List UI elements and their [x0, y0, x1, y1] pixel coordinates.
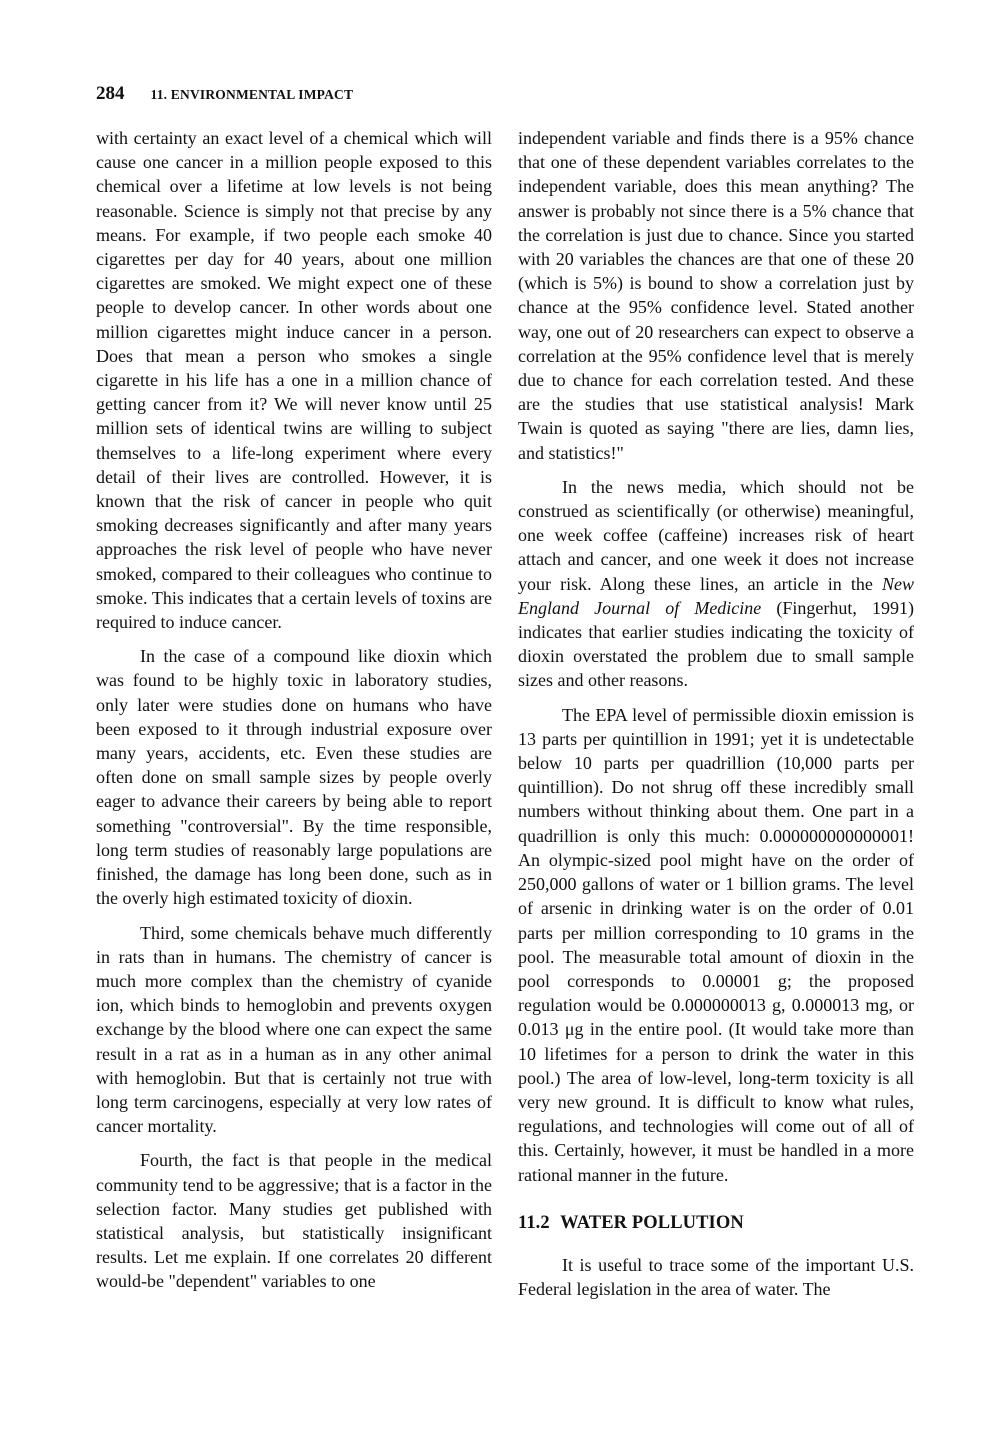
- section-title: WATER POLLUTION: [560, 1212, 744, 1233]
- section-heading: [518, 1211, 914, 1235]
- left-column: [96, 126, 492, 1294]
- paragraph-text: In the news media, which should not be construed as scientifically (or otherwise) meaningful, one week coffee (caffeine) increases risk of heart attach and cancer, and one week it does not increase your risk. Along these lines, an article in the: [518, 476, 914, 594]
- page-number: 284: [96, 83, 125, 104]
- page-header: [96, 83, 353, 105]
- running-head: 11. ENVIRONMENTAL IMPACT: [150, 87, 354, 102]
- paragraph: Fourth, the fact is that people in the medical community tend to be aggressive; that is a factor in the selection factor. Many studies get published with statistical analysis, but statistically insignificant results. Let me explain. If one correlates 20 different would-be "dependent" variables to one: [96, 1150, 492, 1292]
- paragraph: It is useful to trace some of the important U.S. Federal legislation in the area of water. The: [518, 1254, 914, 1300]
- paragraph: Third, some chemicals behave much differently in rats than in humans. The chemistry of cancer is much more complex than the chemistry of cyanide ion, which binds to hemoglobin and prevents oxygen exchange by the blood where one can expect the same result in a rat as in a human as in any other animal with hemoglobin. But that is certainly not true with long term carcinogens, especially at very low rates of cancer mortality.: [96, 922, 492, 1137]
- paragraph: independent variable and finds there is a 95% chance that one of these dependent variables correlates to the independent variable, does this mean anything? The answer is probably not since there is a 5% chance that the correlation is just due to chance. Since you started with 20 variables the chances are that one of these 20 (which is 5%) is bound to show a correlation just by chance at the 95% confidence level. Stated another way, one out of 20 researchers can expect to observe a correlation at the 95% confidence level that is merely due to chance for each correlation tested. And these are the studies that use statistical analysis! Mark Twain is quoted as saying "there are lies, damn lies, and statistics!": [518, 128, 914, 463]
- paragraph-text: (Fingerhut, 1991) indicates that earlier studies indicating the toxicity of dioxin overstated the problem due to small sample sizes and other reasons.: [518, 597, 914, 691]
- paragraph: with certainty an exact level of a chemical which will cause one cancer in a million people exposed to this chemical over a lifetime at low levels is not being reasonable. Science is simply not that precise by any means. For example, if two people each smoke 40 cigarettes per day for 40 years, about one million cigarettes are smoked. We might expect one of these people to develop cancer. In other words about one million cigarettes might induce cancer in a person. Does that mean a person who smokes a single cigarette in his life has a one in a million chance of getting cancer from it? We will never know until 25 million sets of identical twins are willing to subject themselves to a life-long experiment where every detail of their lives are controlled. However, it is known that the risk of cancer in people who quit smoking decreases significantly and after many years approaches the risk level of people who have never smoked, compared to their colleagues who continue to smoke. This indicates that a certain levels of toxins are required to induce cancer.: [96, 128, 492, 633]
- journal-title: New England Journal of Medicine: [518, 573, 914, 618]
- paragraph: In the case of a compound like dioxin which was found to be highly toxic in laboratory studies, only later were studies done on humans who have been exposed to it through industrial exposure over many years, accidents, etc. Even these studies are often done on small sample sizes by people overly eager to advance their careers by being able to report something "controversial". By the time responsible, long term studies of reasonably large populations are finished, the damage has long been done, such as in the overly high estimated toxicity of dioxin.: [96, 646, 492, 909]
- paragraph: [518, 475, 914, 693]
- right-column: [518, 126, 914, 1301]
- section-number: 11.2: [518, 1212, 550, 1233]
- paragraph: The EPA level of permissible dioxin emission is 13 parts per quintillion in 1991; yet it is undetectable below 10 parts per quadrillion (10,000 parts per quintillion). Do not shrug off these incredibly small numbers without thinking about them. One part in a quadrillion is only this much: 0.000000000000001! An olympic-sized pool might have on the order of 250,000 gallons of water or 1 billion grams. The level of arsenic in drinking water is on the order of 0.01 parts per million corresponding to 10 grams in the pool. The measurable total amount of dioxin in the pool corresponds to 0.00001 g; the proposed regulation would be 0.000000013 g, 0.000013 mg, or 0.013 μg in the entire pool. (It would take more than 10 lifetimes for a person to drink the water in this pool.) The area of low-level, long-term toxicity is all very new ground. It is difficult to know what rules, regulations, and technologies will come out of all of this. Certainly, however, it must be handled in a more rational manner in the future.: [518, 704, 914, 1185]
